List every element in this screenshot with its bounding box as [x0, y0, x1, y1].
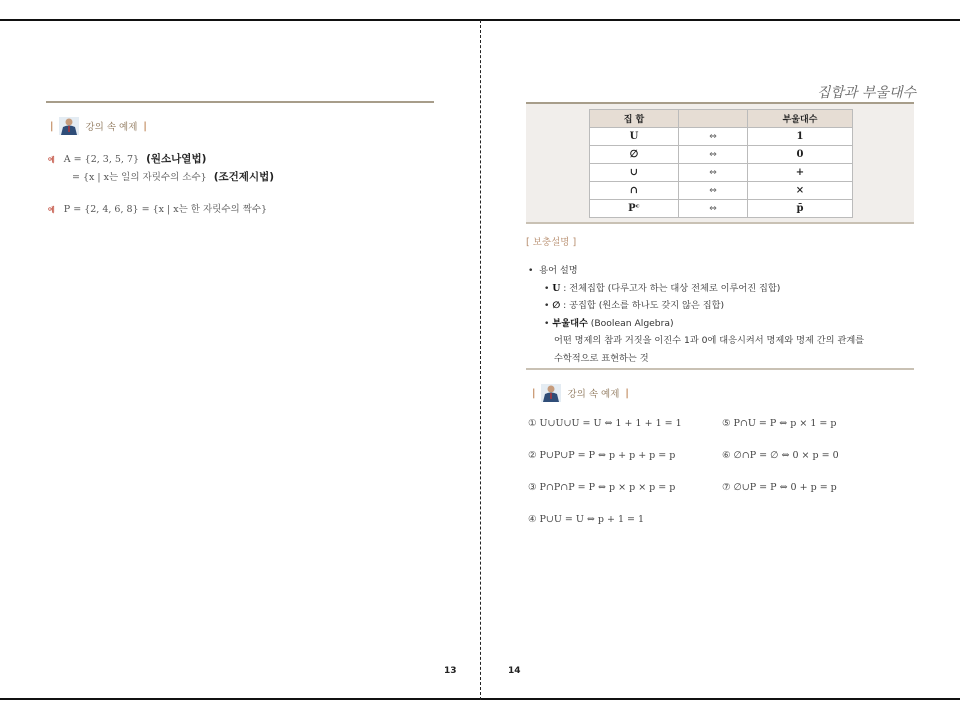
terms-title: 용어 설명	[539, 265, 578, 276]
bullet-icon: •	[528, 265, 540, 276]
table-header-row	[590, 110, 853, 128]
header-set: 집 합	[590, 110, 679, 128]
bracket-right: |	[143, 120, 147, 132]
example-item-1: ① U∪U∪U = U ⇔ 1 + 1 + 1 = 1	[528, 418, 682, 429]
term-empty-symbol: ∅	[552, 300, 561, 311]
example-1-math: A = {2, 3, 5, 7}	[63, 154, 140, 165]
term-boolean-name: 부울대수	[552, 317, 588, 329]
example-badge: 예	[48, 155, 55, 164]
cell-boolean: p̄	[748, 200, 853, 218]
example-item-7: ⑦ ∅∪P = P ⇔ 0 + p = p	[722, 482, 837, 493]
header-boolean: 부울대수	[748, 110, 853, 128]
example-badge-2: 예	[48, 205, 55, 214]
cell-arrow: ⇔	[679, 128, 748, 146]
cell-arrow: ⇔	[679, 200, 748, 218]
page-number-left: 13	[444, 666, 457, 676]
cell-boolean: 1	[748, 128, 853, 146]
example-1-line-2	[72, 169, 274, 184]
table-row	[590, 182, 853, 200]
cell-set: ∩	[590, 182, 679, 200]
term-boolean-en: (Boolean Algebra)	[590, 317, 674, 329]
example-2-math: P = {2, 4, 6, 8} = {x | x는 한 자릿수의 짝수}	[63, 204, 268, 215]
cell-boolean: 0	[748, 146, 853, 164]
cell-set: ∅	[590, 146, 679, 164]
section-rule-2	[526, 368, 914, 370]
cell-set: Pᶜ	[590, 200, 679, 218]
term-empty-text: : 공집합 (원소를 하나도 갖지 않은 집합)	[563, 300, 725, 311]
cell-arrow: ⇔	[679, 164, 748, 182]
table-row	[590, 164, 853, 182]
bracket-left: |	[50, 120, 54, 132]
set-boolean-table	[589, 109, 853, 218]
supplement-label: 보충설명	[532, 237, 570, 248]
table-row	[590, 200, 853, 218]
example-1-note-2: (조건제시법)	[213, 171, 275, 183]
cell-boolean: ×	[748, 182, 853, 200]
example-label: 강의 속 예제	[85, 122, 138, 133]
table-row	[590, 128, 853, 146]
terms-block	[528, 262, 864, 367]
terms-title-row	[528, 262, 864, 280]
example-item-2: ② P∪P∪P = P ⇔ p + p + p = p	[528, 450, 676, 461]
bullet-icon: •	[544, 300, 553, 311]
left-page	[0, 22, 480, 698]
bracket-right: ]	[569, 237, 577, 248]
example-1-math-2: = {x | x는 일의 자릿수의 소수}	[72, 172, 207, 183]
term-boolean-desc-2: 수학적으로 표현하는 것	[554, 352, 649, 364]
supplement-header	[526, 234, 576, 248]
table-bottom-rule	[526, 222, 914, 224]
section-rule	[46, 101, 434, 103]
cell-set: ∪	[590, 164, 679, 182]
example-2-line	[48, 201, 267, 215]
cell-boolean: +	[748, 164, 853, 182]
set-boolean-table-box	[526, 102, 914, 224]
lecturer-icon	[541, 384, 561, 402]
term-u-text: : 전체집합 (다루고자 하는 대상 전체로 이루어진 집합)	[563, 282, 781, 294]
bullet-icon: •	[544, 282, 553, 294]
bracket-left: |	[532, 387, 536, 399]
cell-arrow: ⇔	[679, 182, 748, 200]
page-divider	[480, 20, 481, 700]
term-u-symbol: U	[552, 282, 561, 294]
bracket-right: |	[625, 387, 629, 399]
cell-set: U	[590, 128, 679, 146]
table-top-rule	[526, 102, 914, 104]
bracket-left: [	[526, 237, 533, 248]
example-item-4: ④ P∪U = U ⇔ p + 1 = 1	[528, 514, 645, 525]
cell-arrow: ⇔	[679, 146, 748, 164]
bullet-icon: •	[544, 317, 553, 329]
example-item-6: ⑥ ∅∩P = ∅ ⇔ 0 × p = 0	[722, 450, 839, 461]
page-heading: 집합과 부울대수	[816, 85, 916, 101]
example-1-line-1	[48, 151, 206, 166]
example-header	[50, 117, 147, 135]
example-label: 강의 속 예제	[567, 389, 620, 400]
example-1-note-1: (원소나열법)	[146, 153, 207, 165]
term-empty	[528, 297, 864, 315]
example-header-right	[532, 384, 629, 402]
example-item-3: ③ P∩P∩P = P ⇔ p × p × p = p	[528, 482, 676, 493]
table-row	[590, 146, 853, 164]
lecturer-icon	[59, 117, 79, 135]
term-boolean	[528, 315, 864, 333]
example-item-5: ⑤ P∩U = P ⇔ p × 1 = p	[722, 418, 837, 429]
term-universal	[528, 280, 864, 298]
term-boolean-desc-1: 어떤 명제의 참과 거짓을 이진수 1과 0에 대응시켜서 명제와 명제 간의 관계를	[554, 335, 865, 346]
page-number-right: 14	[508, 666, 521, 676]
right-page	[482, 22, 960, 698]
header-blank	[679, 110, 748, 128]
